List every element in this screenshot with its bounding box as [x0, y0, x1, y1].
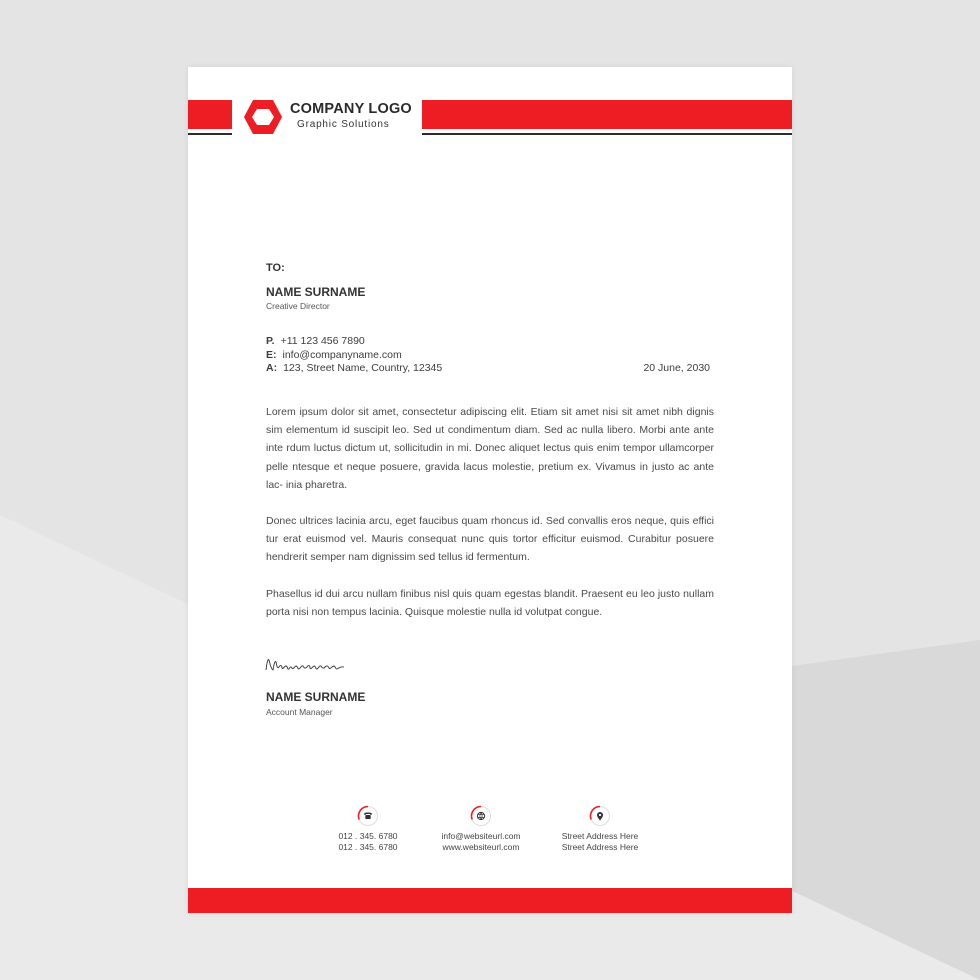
email-label: E: [266, 349, 277, 361]
email-value: info@companyname.com [282, 349, 402, 361]
footer-phone [328, 805, 408, 852]
phone-icon [357, 805, 379, 827]
globe-icon [470, 805, 492, 827]
body-paragraph: Lorem ipsum dolor sit amet, consectetur adipiscing elit. Etiam sit amet nisi sit amet nibh dignis sim elementum id suscipit leo. Sed ut condimentum diam. Sed ac nulla libero. Morbi ante ante inte rdum luctus dictum ut, sollicitudin in mi. Donec aliquet lectus quis enim tempor ullamcorper pelle ntesque et neque posuere, gravida lacus molestie, pretium ex. Vivamus in justo ac ante lac- inia pharetra. [266, 406, 714, 491]
footer-phone-line2: 012 . 345. 6780 [338, 841, 398, 852]
to-label: TO: [266, 262, 285, 274]
sender-title: Account Manager [266, 707, 333, 717]
footer-red-bar [188, 888, 792, 913]
footer-location [552, 805, 648, 852]
body-paragraph: Donec ultrices lacinia arcu, eget faucibus quam rhoncus id. Sed convallis eros neque, quis effici tur erat euismod vel. Mauris consequat nunc quis tortor efficitur euismod. Curabitur posuere hendrerit semper nam dignissim sed tellus id fermentum. [266, 515, 714, 564]
contact-phone [266, 335, 365, 347]
company-logo-subtitle: Graphic Solutions [297, 119, 390, 130]
hexagon-logo-icon [243, 98, 283, 136]
header-right-dark-line [422, 133, 792, 135]
company-logo-title: COMPANY LOGO [290, 101, 412, 117]
footer-website: www.websiteurl.com [442, 841, 520, 852]
sender-name: NAME SURNAME [266, 690, 366, 704]
phone-label: P. [266, 335, 275, 347]
recipient-title: Creative Director [266, 301, 330, 311]
footer-web [435, 805, 527, 852]
letterhead-page [188, 67, 792, 913]
footer-email: info@websiteurl.com [441, 831, 521, 841]
header-left-dark-line [188, 133, 232, 135]
location-pin-icon [589, 805, 611, 827]
phone-value: +11 123 456 7890 [280, 335, 365, 347]
recipient-name: NAME SURNAME [266, 285, 366, 299]
footer-address-line1: Street Address Here [561, 831, 639, 841]
body-paragraph: Phasellus id dui arcu nullam finibus nisl quis quam egestas blandit. Praesent eu leo justo nullam porta nisi non tempus lacinia. Quisque molestie nulla id volutpat congue. [266, 588, 714, 619]
footer-phone-line1: 012 . 345. 6780 [338, 831, 398, 841]
header-right-red-bar [422, 100, 792, 129]
address-value: 123, Street Name, Country, 12345 [283, 362, 443, 374]
letter-date: 20 June, 2030 [643, 362, 710, 374]
contact-address [266, 362, 442, 374]
header-left-red-bar [188, 100, 232, 129]
contact-email [266, 349, 402, 361]
handwritten-signature [264, 654, 346, 676]
footer-address-line2: Street Address Here [561, 841, 639, 852]
address-label: A: [266, 362, 278, 374]
